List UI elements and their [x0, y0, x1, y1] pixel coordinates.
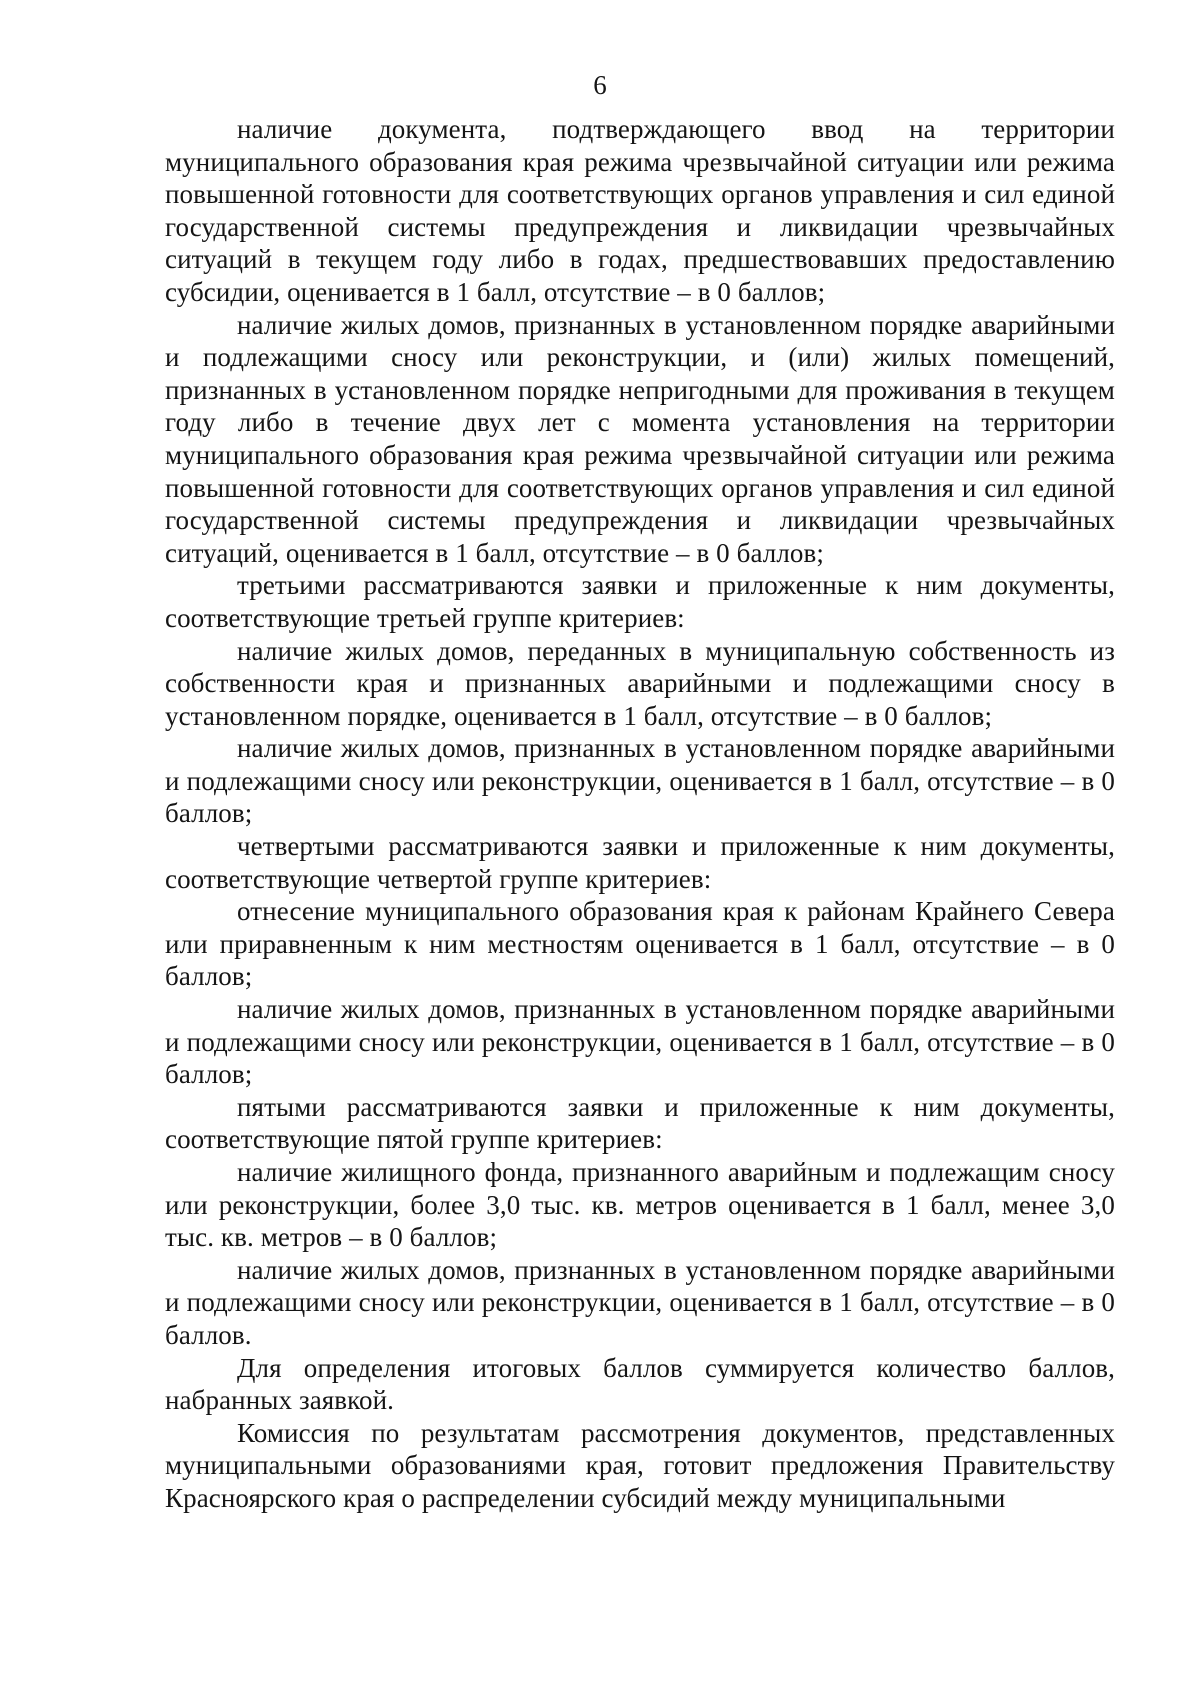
paragraph-11: наличие жилых домов, признанных в установленном порядке аварийными и подлежащими сносу или реконструкции, оценивается в 1 балл, отсутствие – в 0 баллов. [165, 1254, 1115, 1350]
paragraph-12: Для определения итоговых баллов суммируется количество баллов, набранных заявкой. [165, 1352, 1115, 1416]
paragraph-5: наличие жилых домов, признанных в установленном порядке аварийными и подлежащими сносу или реконструкции, оценивается в 1 балл, отсутствие – в 0 баллов; [165, 733, 1115, 829]
paragraph-6: четвертыми рассматриваются заявки и приложенные к ним документы, соответствующие четвертой группе критериев: [165, 831, 1115, 894]
page-number: 6 [593, 70, 607, 100]
paragraph-7: отнесение муниципального образования края к районам Крайнего Севера или приравненным к ним местностям оценивается в 1 балл, отсутствие – в 0 баллов; [165, 896, 1115, 992]
paragraph-1: наличие документа, подтверждающего ввод на территории муниципального образования края режима чрезвычайной ситуации или режима повышенной готовности для соответствующих органов управления и сил единой государственной системы предупреждения и ликвидации чрезвычайных ситуаций в текущем году либо в годах, предшествовавших предоставлению субсидии, оценивается в 1 балл, отсутствие – в 0 баллов; [165, 114, 1115, 307]
paragraph-9: пятыми рассматриваются заявки и приложенные к ним документы, соответствующие пятой группе критериев: [165, 1091, 1115, 1155]
paragraph-3: третьими рассматриваются заявки и приложенные к ним документы, соответствующие третьей группе критериев: [165, 570, 1115, 633]
document-body [165, 113, 1115, 1515]
paragraph-10: наличие жилищного фонда, признанного аварийным и подлежащим сносу или реконструкции, более 3,0 тыс. кв. метров оценивается в 1 балл, менее 3,0 тыс. кв. метров – в 0 баллов; [165, 1157, 1115, 1253]
paragraph-8: наличие жилых домов, признанных в установленном порядке аварийными и подлежащими сносу или реконструкции, оценивается в 1 балл, отсутствие – в 0 баллов; [165, 994, 1115, 1090]
paragraph-2: наличие жилых домов, признанных в установленном порядке аварийными и подлежащими сносу или реконструкции, и (или) жилых помещений, признанных в установленном порядке непригодными для проживания в текущем году либо в течение двух лет с момента установления на территории муниципального образования края режима чрезвычайной ситуации или режима повышенной готовности для соответствующих органов управления и сил единой государственной системы предупреждения и ликвидации чрезвычайных ситуаций, оценивается в 1 балл, отсутствие – в 0 баллов; [165, 309, 1115, 568]
paragraph-13: Комиссия по результатам рассмотрения документов, представленных муниципальными образованиями края, готовит предложения Правительству Красноярского края о распределении субсидий между муниципальными [165, 1417, 1115, 1513]
paragraph-4: наличие жилых домов, переданных в муниципальную собственность из собственности края и признанных аварийными и подлежащими сносу в установленном порядке, оценивается в 1 балл, отсутствие – в 0 баллов; [165, 635, 1115, 731]
